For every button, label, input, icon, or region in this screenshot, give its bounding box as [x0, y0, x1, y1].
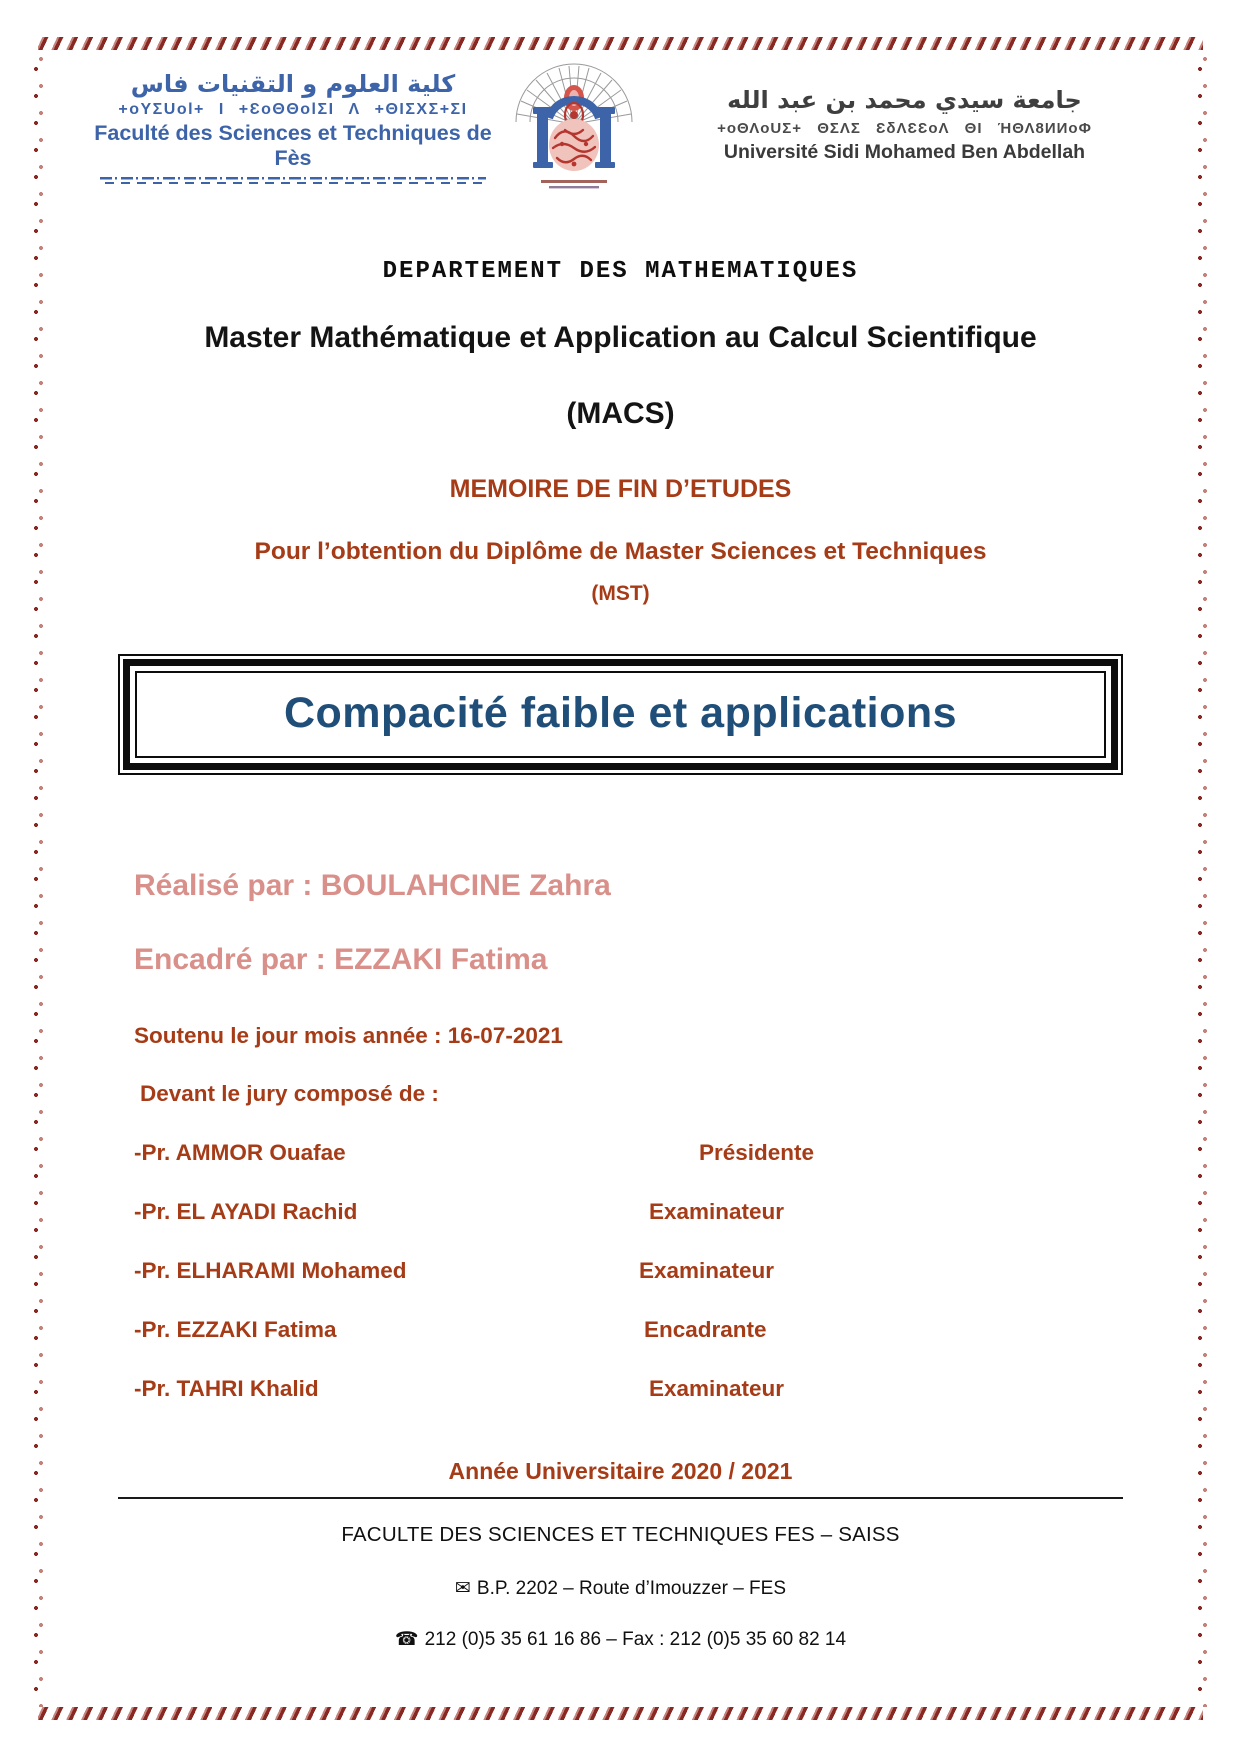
- jury-row: [134, 1140, 1121, 1166]
- jury-member-role: Présidente: [699, 1140, 815, 1165]
- university-block: [654, 70, 1155, 164]
- page-border-right: [1196, 50, 1209, 1707]
- footer-phone-line: [0, 1628, 1241, 1651]
- jury-member-name: -Pr. EZZAKI Fatima: [134, 1317, 337, 1342]
- academic-year-line: Année Universitaire 2020 / 2021: [448, 1458, 793, 1484]
- jury-member-role: Encadrante: [644, 1317, 767, 1342]
- memoire-heading: MEMOIRE DE FIN D’ETUDES: [449, 475, 792, 503]
- jury-member-name: -Pr. AMMOR Ouafae: [134, 1140, 346, 1165]
- footer-faculty-line: FACULTE DES SCIENCES ET TECHNIQUES FES – SAISS: [341, 1523, 900, 1546]
- thesis-title-box: [118, 654, 1123, 775]
- thesis-title-box-inner-border: [135, 671, 1106, 758]
- jury-heading: Devant le jury composé de :: [140, 1081, 439, 1106]
- thesis-title-box-mid-border: [123, 659, 1118, 770]
- university-emblem-icon: [499, 60, 649, 202]
- mail-icon: ✉: [454, 1577, 471, 1599]
- faculty-tifinagh-text: +oYΣUol+ I +ƐoΘΘolΣI Λ +ΘIΣXΣ+ΣI: [118, 101, 468, 118]
- jury-row: [134, 1317, 1121, 1343]
- footer-divider: [118, 1497, 1123, 1499]
- jury-list: [134, 1140, 1121, 1402]
- author-line: Réalisé par : BOULAHCINE Zahra: [134, 869, 611, 902]
- master-acronym: (MACS): [566, 397, 675, 430]
- supervisor-line: Encadré par : EZZAKI Fatima: [134, 943, 548, 976]
- diploma-line: Pour l’obtention du Diplôme de Master Sciences et Techniques: [254, 538, 987, 565]
- page-border-left: [32, 50, 45, 1707]
- jury-row: [134, 1199, 1121, 1225]
- jury-member-name: -Pr. EL AYADI Rachid: [134, 1199, 358, 1224]
- phone-icon: ☎: [394, 1628, 419, 1650]
- faculty-block: [92, 70, 494, 184]
- faculty-arabic-text: كلية العلوم و التقنيات فاس: [130, 70, 456, 98]
- jury-member-role: Examinateur: [649, 1199, 785, 1224]
- faculty-name: Faculté des Sciences et Techniques de Fès: [94, 121, 492, 170]
- jury-row: [134, 1258, 1121, 1284]
- faculty-dashed-underline: [100, 177, 486, 184]
- university-name: Université Sidi Mohamed Ben Abdellah: [723, 141, 1086, 163]
- jury-member-role: Examinateur: [649, 1376, 785, 1401]
- university-arabic-text: جامعة سيدي محمد بن عبد الله: [727, 86, 1082, 114]
- university-logo: [494, 60, 654, 202]
- department-title: DEPARTEMENT DES MATHEMATIQUES: [382, 258, 859, 285]
- jury-member-name: -Pr. ELHARAMI Mohamed: [134, 1258, 407, 1283]
- jury-member-role: Examinateur: [639, 1258, 775, 1283]
- header: [0, 0, 1241, 202]
- jury-member-name: -Pr. TAHRI Khalid: [134, 1376, 319, 1401]
- jury-row: [134, 1376, 1121, 1402]
- footer-address-text: B.P. 2202 – Route d’Imouzzer – FES: [476, 1578, 787, 1599]
- footer-address-line: [0, 1577, 1241, 1600]
- master-program-title: Master Mathématique et Application au Calcul Scientifique: [204, 321, 1037, 354]
- page-border-top: [38, 37, 1203, 50]
- footer-phone-text: 212 (0)5 35 61 16 86 – Fax : 212 (0)5 35 60 82 14: [424, 1629, 847, 1650]
- defense-date-line: Soutenu le jour mois année : 16-07-2021: [134, 1023, 563, 1048]
- page-border-bottom: [38, 1707, 1203, 1720]
- university-tifinagh-text: +oΘΛoUΣ+ ΘΣΛΣ ƐδΛƐƐoΛ ΘI ΉΘΛ8ИИoΦ: [717, 120, 1092, 137]
- thesis-title: Compacité faible et applications: [283, 689, 958, 737]
- diploma-acronym: (MST): [591, 582, 650, 605]
